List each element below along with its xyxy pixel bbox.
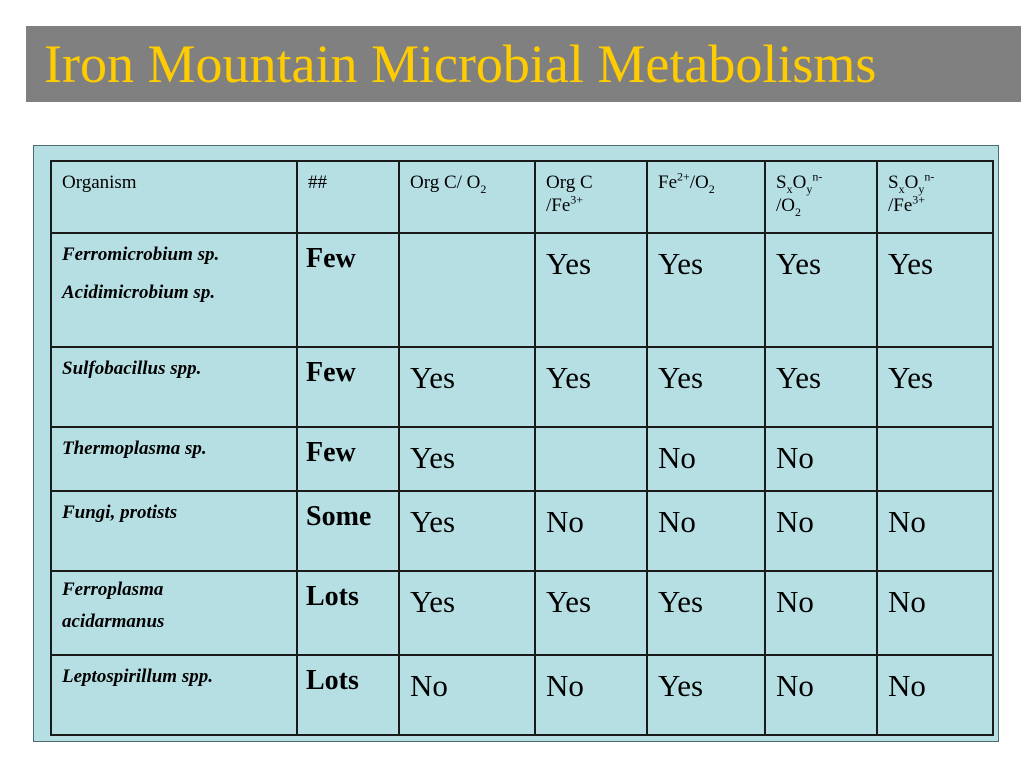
value-cell: Yes (399, 491, 535, 571)
header-text: Org C (546, 172, 593, 193)
superscript: 2+ (677, 169, 690, 184)
header-row (51, 161, 993, 233)
header-text: Fe (658, 172, 677, 193)
value-cell: Yes (877, 233, 993, 347)
subscript: y (918, 181, 925, 196)
value-cell: Yes (535, 347, 647, 427)
organism-cell (51, 427, 297, 491)
value-cell: No (877, 491, 993, 571)
value-cell: Yes (765, 347, 877, 427)
value-cell: Yes (535, 571, 647, 655)
value-cell: Yes (399, 427, 535, 491)
organism-cell (51, 655, 297, 735)
organism-name: Leptospirillum spp. (62, 666, 213, 687)
value-cell: Yes (399, 571, 535, 655)
organism-cell (51, 233, 297, 347)
table-row (51, 233, 993, 347)
count-cell: Few (297, 347, 399, 427)
subscript: 2 (795, 204, 801, 219)
header-count: ## (297, 161, 399, 233)
table-row (51, 427, 993, 491)
value-cell: Yes (399, 347, 535, 427)
header-text: /O (776, 195, 795, 216)
table-row (51, 655, 993, 735)
header-text: S (776, 172, 787, 193)
count-cell: Few (297, 427, 399, 491)
header-orgc-o2 (399, 161, 535, 233)
value-cell: No (647, 427, 765, 491)
header-sxoy-o2 (765, 161, 877, 233)
header-organism: Organism (51, 161, 297, 233)
organism-cell (51, 571, 297, 655)
header-text: O (904, 172, 919, 193)
superscript: 3+ (570, 192, 584, 207)
organism-cell (51, 491, 297, 571)
header-text: /O (689, 172, 709, 193)
subscript: 2 (480, 181, 487, 196)
subscript: y (806, 181, 813, 196)
superscript: n- (812, 169, 823, 184)
header-text: Org C/ O (410, 172, 481, 193)
header-text: S (888, 172, 899, 193)
count-cell: Few (297, 233, 399, 347)
header-orgc-fe3 (535, 161, 647, 233)
value-cell (399, 233, 535, 347)
organism-name: Ferroplasma acidarmanus (62, 579, 165, 632)
table-row (51, 571, 993, 655)
value-cell: Yes (765, 233, 877, 347)
value-cell: Yes (877, 347, 993, 427)
subscript: x (786, 181, 793, 196)
value-cell: No (877, 655, 993, 735)
header-text: /Fe (546, 195, 571, 216)
superscript: 3+ (912, 192, 926, 207)
header-fe2-o2 (647, 161, 765, 233)
value-cell: No (535, 491, 647, 571)
value-cell: No (765, 571, 877, 655)
table-row (51, 347, 993, 427)
count-cell: Lots (297, 571, 399, 655)
value-cell: Yes (647, 655, 765, 735)
value-cell (877, 427, 993, 491)
count-cell: Lots (297, 655, 399, 735)
subscript: x (898, 181, 905, 196)
organism-name: Sulfobacillus spp. (62, 358, 202, 379)
value-cell: No (765, 491, 877, 571)
header-text: /Fe (888, 195, 913, 216)
value-cell: No (877, 571, 993, 655)
value-cell: Yes (647, 347, 765, 427)
organism-cell (51, 347, 297, 427)
subscript: 2 (708, 181, 715, 196)
header-sxoy-fe3 (877, 161, 993, 233)
metabolism-table (50, 160, 994, 736)
value-cell: No (765, 427, 877, 491)
value-cell: Yes (535, 233, 647, 347)
value-cell: No (535, 655, 647, 735)
count-cell: Some (297, 491, 399, 571)
table-frame (33, 145, 999, 742)
organism-name: Ferromicrobium sp. (62, 244, 220, 265)
organism-name: Fungi, protists (62, 502, 178, 523)
organism-name: Acidimicrobium sp. (62, 282, 216, 303)
value-cell: Yes (647, 571, 765, 655)
value-cell: No (647, 491, 765, 571)
superscript: n- (924, 169, 935, 184)
value-cell: No (399, 655, 535, 735)
title-bar (26, 26, 1021, 102)
value-cell (535, 427, 647, 491)
slide-title: Iron Mountain Microbial Metabolisms (44, 34, 877, 94)
value-cell: No (765, 655, 877, 735)
header-text: O (792, 172, 807, 193)
value-cell: Yes (647, 233, 765, 347)
organism-name: Thermoplasma sp. (62, 438, 207, 459)
table-row (51, 491, 993, 571)
